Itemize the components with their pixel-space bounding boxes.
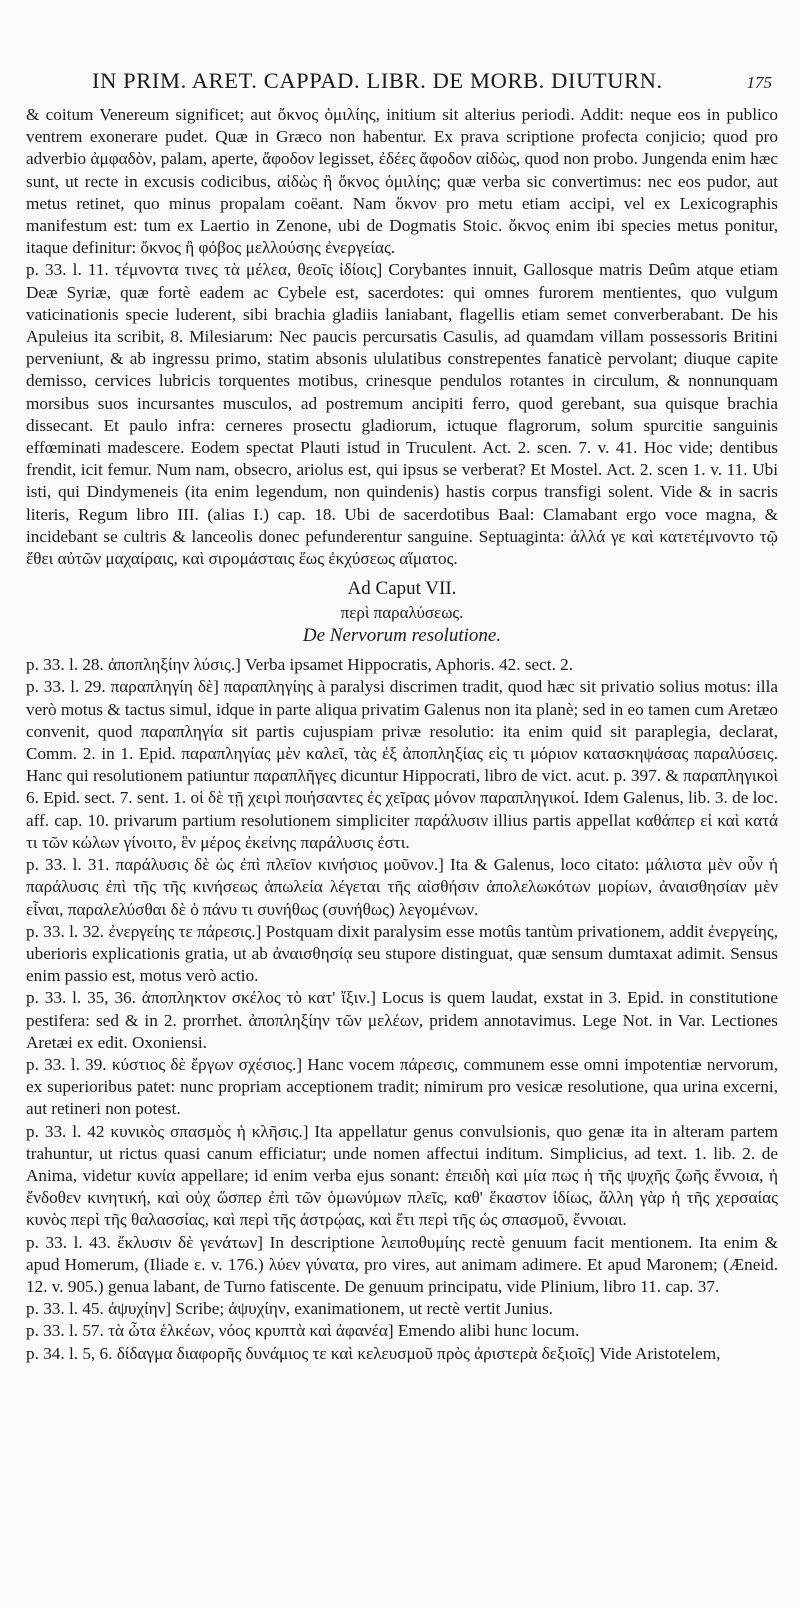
note-paragraph: p. 33. l. 32. ἐνεργείης τε πάρεσις.] Postquam dixit paralysim esse motûs tantùm privationem, addit ἐνεργείης, uberioris explicationis gratia, ut ab ἀναισθησίᾳ seu stupore distinguat, quæ sensum dumtaxat adimit. Sensus enim passio est, motus verò actio. [26,921,778,986]
page-number: 175 [746,73,772,92]
section-subheading-latin: De Nervorum resolutione. [302,625,502,647]
note-paragraph: p. 33. l. 28. ἀποπληξίην λύσις.] Verba ipsamet Hippocratis, Aphoris. 42. sect. 2. [26,655,574,675]
running-head-title: IN PRIM. ARET. CAPPAD. LIBR. DE MORB. DIUTURN. [92,68,663,93]
note-paragraph: p. 33. l. 45. ἀψυχίην] Scribe; ἀψυχίην, exanimationem, ut rectè vertit Junius. [26,1299,553,1319]
note-paragraph: p. 34. l. 5, 6. δίδαγμα διαφορῆς δυνάμιος τε καὶ κελευσμοῦ πρὸς ἀριστερὰ δεξιοῖς] Vide Aristotelem, [26,1343,721,1363]
note-paragraph: p. 33. l. 43. ἔκλυσιν δὲ γενάτων] In descriptione λειποθυμίης rectè genuum facit mentionem. Ita enim & apud Homerum, (Iliade ε. v. 176.) λύεν γύνατα, pro vires, aut animam adimere. Et apud Maronem; (Æneid. 12. v. 905.) genua labant, de Turno fatiscente. De genuum principatu, vide Plinium, libro 11. cap. 37. [26,1232,778,1296]
note-paragraph: p. 33. l. 35, 36. ἀποπληκτον σκέλος τὸ κατ' ἴξιν.] Locus is quem laudat, exstat in 3. Epid. in constitutione pestifera: sed & in 2. prorrhet. ἀποπληξίην τῶν μελέων, pridem annotavimus. Lege Not. in Var. Lectiones Aretæi ex edit. Oxoniensi. [26,988,778,1052]
section-heading: Ad Caput VII. [347,578,457,600]
main-text [26,104,778,1365]
paragraph: & coitum Venereum significet; aut ὄκνος ὁμιλίης, initium sit alterius periodi. Addit: neque eos in publico ventrem exonerare pudet. Quæ in Græco non habentur. Ex prava scriptione profecta conjicio; quod pro adverbio ἀμφαδὸν, palam, aperte, ἄφοδον legisset, ἐδέες ἄφοδον αἰδὼς, quod non probo. Jungenda enim hæc sunt, ut recte in excusis codicibus, αἰδὼς ἢ ὄκνος ὁμιλίης; quæ verba sic convertimus: nec eos pudor, aut metus retinet, quo minus propalam coëant. Nam ὄκνον pro metu etiam accipi, vel ex Lexicographis manifestum est: tum ex Laertio in Zenone, ubi de Dogmatis Stoic. ὄκνος enim ibi species metus ponitur, itaque definitur: ὄκνος ἢ φόβος μελλούσης ἐνεργείας. [26,105,778,258]
note-paragraph: p. 33. l. 31. παράλυσις δὲ ὡς ἐπὶ πλεῖον κινήσιος μοῦνον.] Ita & Galenus, loco citato: μάλιστα μὲν οὖν ἡ παράλυσις ἐπὶ τῆς τῆς κινήσεως ἀπωλεία λέγεται τῆς αἰσθήσιν ἀπολελωκότων μορίων, ἀναισθησίαν μὲν εἶναι, παραλελύσθαι δὲ ὁ πάνυ τι συνήθως (συνήθως) λεγομένων. [26,855,778,919]
running-head [26,68,778,102]
note-paragraph: p. 33. l. 57. τὰ ὦτα ἑλκέων, νόος κρυπτὰ καὶ ἀφανέα] Emendo alibi hunc locum. [26,1321,580,1341]
section-subheading-greek: περὶ παραλύσεως. [340,603,464,623]
note-paragraph: p. 33. l. 11. τέμνοντα τινες τὰ μέλεα, θεοῖς ἰδίοις] Corybantes innuit, Gallosque matris Deûm atque etiam Deæ Syriæ, quæ fortè eadem ac Cybele est, sacerdotes: qui omnes furorem mentientes, quo vulgum vaticinationis specie luderent, sibi brachia gladiis laniabant, flagellis etiam semet converberabant. De his Apuleius ita scribit, 8. Milesiarum: Nec paucis percursatis Casulis, ad quamdam villam possessoris Britini perveniunt, & ab ingressu primo, statim absonis ululatibus constrepentes fanaticè pervolant; diuque capite demisso, cervices lubricis torquentes motibus, crinesque pendulos rotantes in circulum, & nonnunquam morsibus suos incursantes musculos, ad postremum ancipiti ferro, quod gerebant, sua quisque brachia dissecant. Et paulo infra: cerneres prosectu gladiorum, ictuque flagrorum, solum spurcitie sanguinis effœminati madescere. Eodem spectat Plauti istud in Truculent. Act. 2. scen. 7. v. 41. Hoc vide; dentibus frendit, icit femur. Num nam, obsecro, ariolus est, qui ipsus se verberat? Et Mostel. Act. 2. scen 1. v. 11. Ubi isti, qui Dindymeneis (ita enim legendum, non quindenis) hastis corpus transfigi solent. Vide & in sacris literis, Regum libro III. (alias I.) cap. 18. Ubi de sacerdotibus Baal: Clamabant ergo voce magna, & incidebant se cultris & lanceolis donec pefunderentur sanguine. Septuaginta: ἀλλά γε καὶ κατετέμνοντο τῷ ἔθει αὐτῶν μαχαίραις, καὶ σιρομάσταις ἕως ἐκχύσεως αἵματος. [26,260,778,569]
note-paragraph: p. 33. l. 39. κύστιος δὲ ἔργων σχέσιος.] Hanc vocem πάρεσις, communem esse omni impotentiæ nervorum, ex superioribus patet: nunc propriam acceptionem tradit; nimirum pro vesicæ resolutione, qua urina excerni, aut retineri non potest. [26,1054,778,1119]
note-paragraph: p. 33. l. 29. παραπληγίη δὲ] παραπληγίης à paralysi discrimen tradit, quod hæc sit privatio solius motus: illa verò motus & tactus simul, idque in parte aliqua privatim Galenus non ita planè; sed in eo tamen cum Aretæo convenit, quod παραπληγία sit partis cujuspiam privæ resolutio: ita enim quid sit paraplegia, declarat, Comm. 2. in 1. Epid. παραπληγίας μὲν καλεῖ, τὰς ἐξ ἀποπληξίας εἰς τι μόριον κατασκηψάσας παραλύσεις. Hanc qui resolutionem patiuntur παραπλῆγες dicuntur Hippocrati, libro de vict. acut. p. 397. & παραπληγικοὶ 6. Epid. sect. 7. sent. 1. οἱ δὲ τῇ χειρὶ ποιήσαντες ἐς χεῖρας μόνον παραπληγικοί. Idem Galenus, lib. 3. de loc. aff. cap. 10. privarum partium resolutionem simpliciter παράλυσιν illius partis appellat καθάπερ εἰ καὶ κατά τι τῶν κώλων γίνοιτο, ἓν μέρος ἐκείνης παράλυσις ἐστι. [26,677,778,852]
note-paragraph: p. 33. l. 42 κυνικὸς σπασμὸς ἡ κλῆσις.] Ita appellatur genus convulsionis, quo genæ ita in alteram partem trahuntur, ut rictus quasi canum efficiatur; unde nomen affectui inditum. Simplicius, ad text. 1. lib. 2. de Anima, videtur κυνία appellare; id enim verba ejus sonant: ἐπειδὴ καὶ μία πως ἡ τῆς ψυχῆς ζωῆς ἔννοια, ἡ ἔνδοθεν κινητική, καὶ οὐχ ὥσπερ ἐπὶ τῶν ὁμωνύμων πλεῖς, καθ' ἕκαστον ἰδίως, ἄλλη γὰρ ἡ τῆς χερσαίας κυνὸς περὶ τῆς θαλασσίας, καὶ περὶ τῆς ἀστρῴας, καὶ ἔτι περὶ τῆς ὡς σπασμοῦ, ἔννοιαι. [26,1121,778,1230]
